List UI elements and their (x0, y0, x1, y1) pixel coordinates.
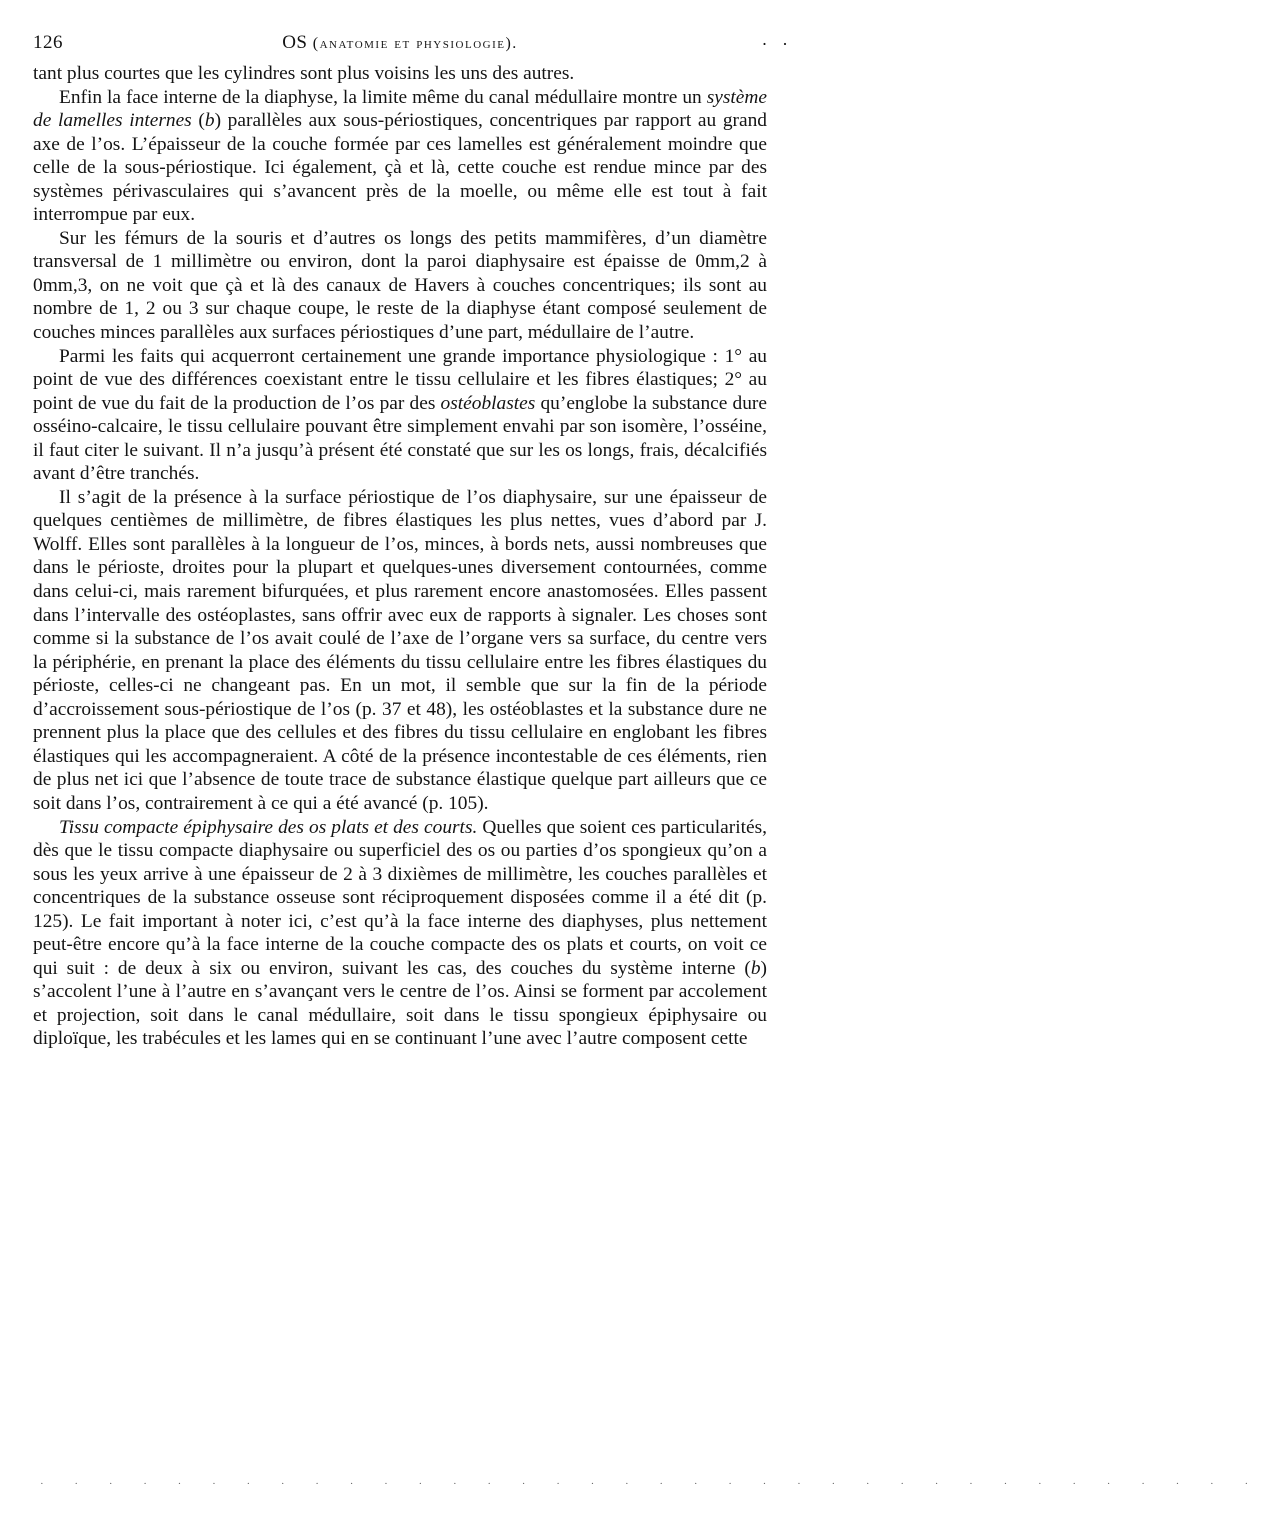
paragraph-femurs: Sur les fémurs de la souris et d’autres os longs des petits mammifères, d’un diamètre transversal de 1 millimètre ou environ, dont la paroi diaphysaire est épaisse de 0mm,2 à 0mm,3, on ne voit que çà et là des canaux de Havers à couches concentriques; ils sont au nombre de 1, 2 ou 3 sur chaque coupe, le reste de la diaphyse étant composé seulement de couches minces parallèles aux surfaces périostiques d’une part, médullaire de l’autre. (33, 227, 767, 344)
running-title (33, 32, 767, 54)
running-header (33, 26, 793, 62)
emphasis-term: ostéoblastes (440, 392, 536, 414)
paragraph-physiological-facts (33, 345, 767, 486)
emphasis-letter: b (204, 110, 215, 132)
book-page (33, 26, 793, 1051)
text-run: Parmi les faits qui acquerront certainement une grande importance physiologique : 1° au point de vue des différences coexistant entre le tissu cellulaire et les fibres élastiques; 2° au point de vue du fait de la production de l’os par des (33, 345, 767, 414)
emphasis-term: système de lamelles internes (33, 86, 767, 132)
text-run: ( (191, 110, 205, 132)
cut-off-line-trace: · · · · · · · · · · · · · · · · · · · · · · · · · · · · · · · · · · · · (40, 1478, 1262, 1490)
paragraph-internal-lamellae (33, 86, 767, 227)
header-marks: · · (761, 34, 793, 54)
text-run: ) s’accolent l’une à l’autre en s’avançant vers le centre de l’os. Ainsi se forment par accolement et projection, soit dans le canal médullaire, soit dans le tissu spongieux épiphysaire ou diploïque, les trabécules et les lames qui en se continuant l’une avec l’autre composent cette (33, 957, 767, 1050)
running-title-subject: (anatomie et physiologie). (312, 35, 518, 52)
body-text (33, 62, 767, 1051)
paragraph-continuation: tant plus courtes que les cylindres sont plus voisins les uns des autres. (33, 63, 575, 84)
page-number: 126 (33, 32, 63, 53)
emphasis-letter: b (750, 957, 761, 979)
paragraph-elastic-fibres: Il s’agit de la présence à la surface périostique de l’os diaphysaire, sur une épaisseur de quelques centièmes de millimètre, de fibres élastiques les plus nettes, vues d’abord par J. Wolff. Elles sont parallèles à la longueur de l’os, minces, à bords nets, aussi nombreuses que dans le périoste, droites pour la plupart et quelques-unes diversement contournées, comme dans celui-ci, mais rarement bifurquées, et plus rarement encore anastomosées. Elles passent dans l’intervalle des ostéoplastes, sans offrir avec eux de rapports à signaler. Les choses sont comme si la substance de l’os avait coulé de l’axe de l’organe vers sa surface, du centre vers la périphérie, en prenant la place des éléments du tissu cellulaire entre les fibres élastiques du périoste, celles-ci ne changeant pas. En un mot, il semble que sur la fin de la période d’accroissement sous-périostique de l’os (p. 37 et 48), les ostéoblastes et la substance dure ne prennent plus la place que des cellules et des fibres du tissu cellulaire en englobant les fibres élastiques qui les accompagneraient. A côté de la présence incontestable de ces éléments, rien de plus net ici que l’absence de toute trace de substance élastique quelque part ailleurs que ce soit dans l’os, contrairement à ce qui a été avancé (p. 105). (33, 486, 767, 814)
text-run: ) parallèles aux sous-périostiques, concentriques par rapport au grand axe de l’os. L’épaisseur de la couche formée par ces lamelles est généralement moindre que celle de la sous-périostique. Ici également, çà et là, cette couche est rendue mince par des systèmes périvasculaires qui s’avancent près de la moelle, ou même elle est tout à fait interrompue par eux. (33, 110, 767, 226)
paragraph-epiphyseal-tissue (33, 816, 767, 1051)
text-run: Enfin la face interne de la diaphyse, la limite même du canal médullaire montre un (59, 86, 707, 108)
running-title-os: OS (282, 32, 308, 53)
section-heading-italic: Tissu compacte épiphysaire des os plats et des courts. (59, 816, 478, 838)
text-run: Quelles que soient ces particularités, dès que le tissu compacte diaphysaire ou superficiel des os ou parties d’os spongieux qu’on a sous les yeux arrive à une épaisseur de 2 à 3 dixièmes de millimètre, les couches parallèles et concentriques de la substance osseuse sont réciproquement disposées comme il a été dit (p. 125). Le fait important à noter ici, c’est qu’à la face interne des diaphyses, plus nettement peut-être encore qu’à la face interne de la couche compacte des os plats et courts, on voit ce qui suit : de deux à six ou environ, suivant les cas, des couches du système interne ( (33, 816, 767, 979)
text-run: qu’englobe la substance dure osséino-calcaire, le tissu cellulaire pouvant être simplement envahi par son isomère, l’osséine, il faut citer le suivant. Il n’a jusqu’à présent été constaté que sur les os longs, frais, décalcifiés avant d’être tranchés. (33, 392, 767, 485)
